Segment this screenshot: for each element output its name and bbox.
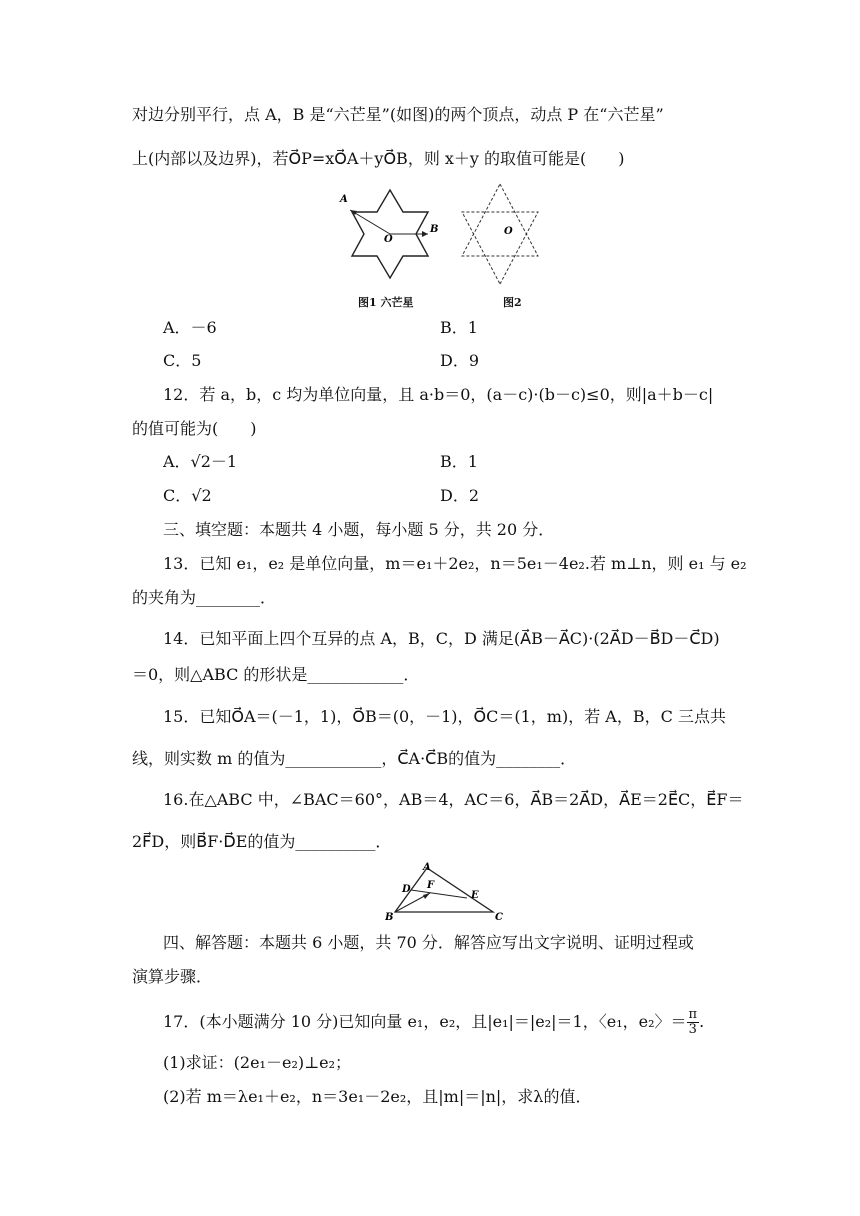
q12-option-a: A．√2－1 xyxy=(163,452,238,471)
tri-label-e: E xyxy=(471,890,479,901)
label-b: B xyxy=(430,224,439,235)
segment-de xyxy=(411,890,467,898)
q11-option-c: C．5 xyxy=(163,351,202,370)
section4-line2: 演算步骤． xyxy=(132,967,213,986)
q15-line1: 15．已知O⃗A＝(－1，1)，O⃗B＝(0，－1)，O⃗C＝(1，m)，若 A，B，C 三点共 xyxy=(163,707,726,726)
q17-text: 17．(本小题满分 10 分)已知向量 e₁，e₂，且|e₁|＝|e₂|＝1，〈e₁，e₂〉＝ xyxy=(163,1012,687,1031)
triangle-figure xyxy=(385,860,510,926)
label-o: O xyxy=(384,234,393,245)
label-o2: O xyxy=(504,226,513,237)
q17-line1 xyxy=(163,1008,704,1037)
q15-line2: 线，则实数 m 的值为____________，C⃗A·C⃗B的值为________． xyxy=(132,749,577,768)
q12-option-c: C．√2 xyxy=(163,486,212,505)
q11-option-b: B．1 xyxy=(440,318,478,337)
q12-line2: 的值可能为( ) xyxy=(132,419,257,438)
q12-option-d: D．2 xyxy=(440,486,480,505)
hexagram-dashed-up xyxy=(462,184,538,256)
q17-part1: (1)求证：(2e₁－e₂)⊥e₂； xyxy=(163,1053,352,1072)
q11-text-line2: 上(内部以及边界)，若O⃗P=xO⃗A＋yO⃗B，则 x＋y 的取值可能是( ) xyxy=(132,149,625,168)
q16-line2: 2F⃗D，则B⃗F·D⃗E的值为__________． xyxy=(132,832,392,851)
q12-line1: 12．若 a，b，c 均为单位向量，且 a·b＝0，(a－c)·(b－c)≤0，则|a＋b－c| xyxy=(163,385,714,404)
arrow-b xyxy=(422,231,428,237)
q17-fraction xyxy=(687,1008,700,1037)
q17-part2: (2)若 m＝λe₁＋e₂，n＝3e₁－2e₂，且|m|＝|n|，求λ的值． xyxy=(163,1087,592,1106)
tri-label-c: C xyxy=(495,912,503,923)
tri-label-a: A xyxy=(423,862,431,873)
q12-option-b: B．1 xyxy=(440,452,478,471)
fraction-denominator: 3 xyxy=(688,1022,697,1037)
q11-option-a: A．－6 xyxy=(163,318,217,337)
q17-period: . xyxy=(699,1012,705,1031)
section4-line1: 四、解答题：本题共 6 小题，共 70 分．解答应写出文字说明、证明过程或 xyxy=(163,933,694,952)
hexagram-dashed-down xyxy=(462,212,538,284)
fraction-numerator: π xyxy=(688,1007,698,1022)
q11-option-d: D．9 xyxy=(440,351,480,370)
q11-text-line1: 对边分别平行，点 A，B 是“六芒星”(如图)的两个顶点，动点 P 在“六芒星” xyxy=(132,105,664,124)
q13-line1: 13．已知 e₁，e₂ 是单位向量，m＝e₁＋2e₂，n＝5e₁－4e₂.若 m⊥n，则 e₁ 与 e₂ xyxy=(163,554,747,573)
q14-line2: ＝0，则△ABC 的形状是____________． xyxy=(132,665,420,684)
section3-heading: 三、填空题：本题共 4 小题，每小题 5 分，共 20 分． xyxy=(163,520,555,539)
vector-oa xyxy=(350,210,390,234)
tri-label-b: B xyxy=(385,912,394,923)
figure1-caption: 图1 六芒星 xyxy=(358,296,414,309)
q13-line2: 的夹角为________． xyxy=(132,588,277,607)
tri-label-d: D xyxy=(402,884,411,895)
arrow-f xyxy=(423,893,430,899)
q14-line1: 14．已知平面上四个互异的点 A，B，C，D 满足(A⃗B－A⃗C)·(2A⃗D－B⃗D－C⃗D) xyxy=(163,629,720,648)
q16-line1: 16.在△ABC 中，∠BAC＝60°，AB＝4，AC＝6，A⃗B＝2A⃗D，A⃗E＝2E⃗C，E⃗F＝ xyxy=(163,790,744,809)
label-a: A xyxy=(340,194,348,205)
figure2-caption: 图2 xyxy=(503,296,522,309)
hexagram-figure xyxy=(330,180,540,310)
tri-label-f: F xyxy=(427,880,435,891)
